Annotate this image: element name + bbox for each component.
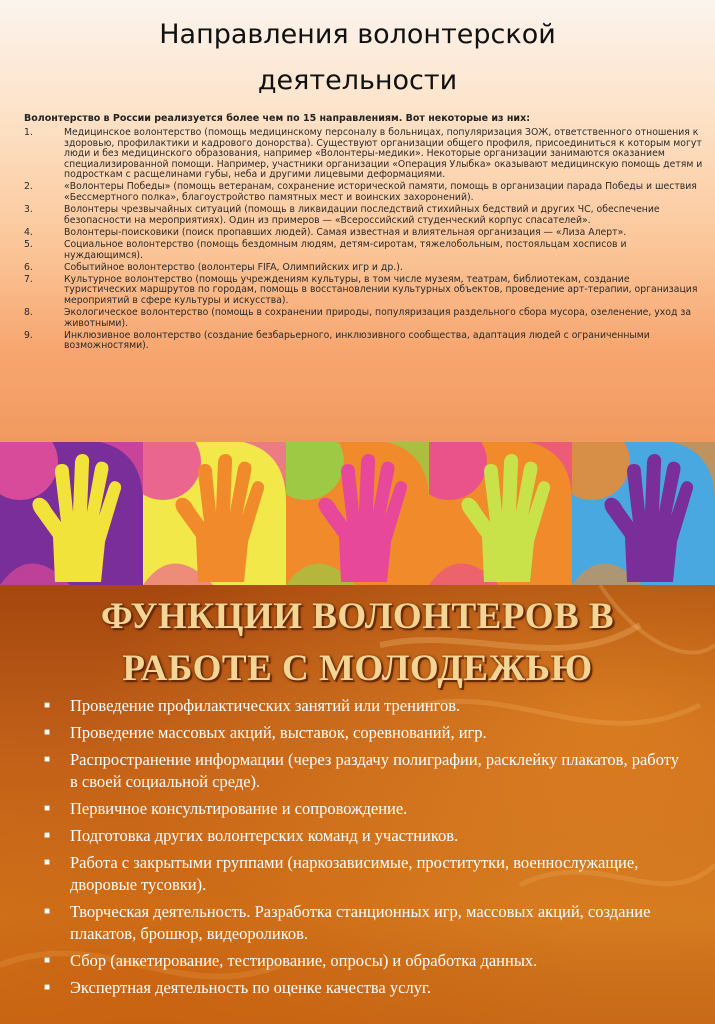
functions-title-line-1: ФУНКЦИИ ВОЛОНТЕРОВ В [100, 596, 615, 637]
direction-item [24, 308, 704, 329]
direction-number: 2. [24, 181, 33, 193]
hand-panel [429, 442, 572, 585]
function-text: Проведение профилактических занятий или тренингов. [70, 696, 461, 715]
direction-text: Социальное волонтерство (помощь бездомным людям, детям-сиротам, тяжелобольным, постояльцам хосписов и нуждающимся). [64, 238, 627, 261]
direction-item [24, 275, 704, 307]
function-item [44, 825, 684, 847]
function-text: Экспертная деятельность по оценке качества услуг. [70, 978, 431, 997]
square-bullet-icon: ■ [44, 982, 51, 993]
function-text: Первичное консультирование и сопровождение. [70, 799, 408, 818]
directions-intro: Волонтерство в России реализуется более чем по 15 направлениям. Вот некоторые из них: [24, 113, 531, 124]
square-bullet-icon: ■ [44, 955, 51, 966]
directions-title-line-2: деятельности [257, 65, 458, 96]
square-bullet-icon: ■ [44, 830, 51, 841]
square-bullet-icon: ■ [44, 857, 51, 868]
function-item [44, 722, 684, 744]
direction-number: 4. [24, 226, 33, 238]
raised-hand-icon [572, 442, 715, 585]
functions-title [0, 591, 715, 695]
functions-section [0, 585, 715, 1024]
function-item [44, 749, 684, 793]
function-item [44, 977, 684, 999]
function-item [44, 950, 684, 972]
direction-item [24, 205, 704, 226]
hand-panel [286, 442, 429, 585]
square-bullet-icon: ■ [44, 906, 51, 917]
square-bullet-icon: ■ [44, 727, 51, 738]
raised-hand-icon [0, 442, 143, 585]
function-text: Творческая деятельность. Разработка станционных игр, массовых акций, создание плакатов, брошюр, видеороликов. [70, 902, 651, 943]
direction-number: 9. [24, 329, 33, 341]
direction-number: 5. [24, 238, 33, 250]
direction-text: Инклюзивное волонтерство (создание безбарьерного, инклюзивного сообщества, адаптация людей с ограниченными возможностями). [64, 329, 650, 352]
function-text: Проведение массовых акций, выставок, соревнований, игр. [70, 723, 487, 742]
direction-number: 1. [24, 127, 33, 138]
direction-text: Волонтеры-поисковики (поиск пропавших людей). Самая известная и влиятельная организация — «Лиза Алерт». [64, 226, 627, 238]
function-item [44, 852, 684, 896]
functions-title-line-2: РАБОТЕ С МОЛОДЕЖЬЮ [122, 648, 593, 689]
direction-text: Медицинское волонтерство (помощь медицинскому персоналу в больницах, популяризация ЗОЖ, ответственного отношения к здоровью, профилактики и кадрового донорства). Существуют организации общего профиля, присоединиться к которым могут люди и без медицинского образования, например «Волонтеры-медики». Некоторые организации занимаются оказанием специализированной помощи. Например, участники организации «Операция Улыбка» оказывают медицинскую помощь детям и подросткам с расщелинами губы, неба и другими лицевыми деформациями. [64, 127, 703, 181]
direction-item [24, 263, 704, 274]
direction-number: 7. [24, 273, 33, 285]
hand-panel [572, 442, 715, 585]
square-bullet-icon: ■ [44, 803, 51, 814]
function-text: Работа с закрытыми группами (наркозависимые, проститутки, военнослужащие, дворовые тусовки). [70, 853, 639, 894]
function-item [44, 901, 684, 945]
directions-section [0, 0, 715, 442]
direction-number: 6. [24, 261, 33, 273]
raised-hand-icon [429, 442, 572, 585]
function-text: Сбор (анкетирование, тестирование, опросы) и обработка данных. [70, 951, 538, 970]
direction-text: «Волонтеры Победы» (помощь ветеранам, сохранение исторической памяти, помощь в организации парада Победы и шествия «Бессмертного полка», благоустройство памятных мест и воинских захоронений). [64, 181, 697, 204]
square-bullet-icon: ■ [44, 700, 51, 711]
directions-title-line-1: Направления волонтерской [159, 19, 556, 50]
direction-text: Культурное волонтерство (помощь учреждениям культуры, в том числе музеям, театрам, библиотекам, создание туристических маршрутов по городам, помощь в восстановлении культурных объектов, проведение арт-терапии, организация мероприятий в сфере культуры и искусства). [64, 273, 698, 306]
hand-panel [0, 442, 143, 585]
direction-item [24, 331, 704, 352]
direction-item [24, 182, 704, 203]
hand-panel [143, 442, 286, 585]
raised-hand-icon [286, 442, 429, 585]
functions-list [44, 695, 684, 1004]
direction-text: Событийное волонтерство (волонтеры FIFA, Олимпийских игр и др.). [64, 261, 403, 273]
direction-item [24, 228, 704, 239]
raised-hand-icon [143, 442, 286, 585]
direction-number: 3. [24, 204, 33, 216]
direction-number: 8. [24, 307, 33, 318]
direction-item [24, 240, 704, 261]
direction-text: Экологическое волонтерство (помощь в сохранении природы, популяризация раздельного сбора мусора, озеленение, уход за животными). [64, 307, 692, 329]
function-item [44, 695, 684, 717]
directions-title [0, 12, 715, 104]
direction-text: Волонтеры чрезвычайных ситуаций (помощь в ликвидации последствий стихийных бедствий и других ЧС, обеспечение безопасности на мероприятиях). Один из примеров — «Всероссийский студенческий корпус спасателей». [64, 204, 660, 226]
directions-list [24, 128, 704, 353]
direction-item [24, 128, 704, 181]
function-item [44, 798, 684, 820]
square-bullet-icon: ■ [44, 754, 51, 765]
function-text: Подготовка других волонтерских команд и участников. [70, 826, 459, 845]
function-text: Распространение информации (через раздачу полиграфии, расклейку плакатов, работу в своей социальной среде). [70, 750, 679, 791]
hands-strip [0, 442, 715, 585]
